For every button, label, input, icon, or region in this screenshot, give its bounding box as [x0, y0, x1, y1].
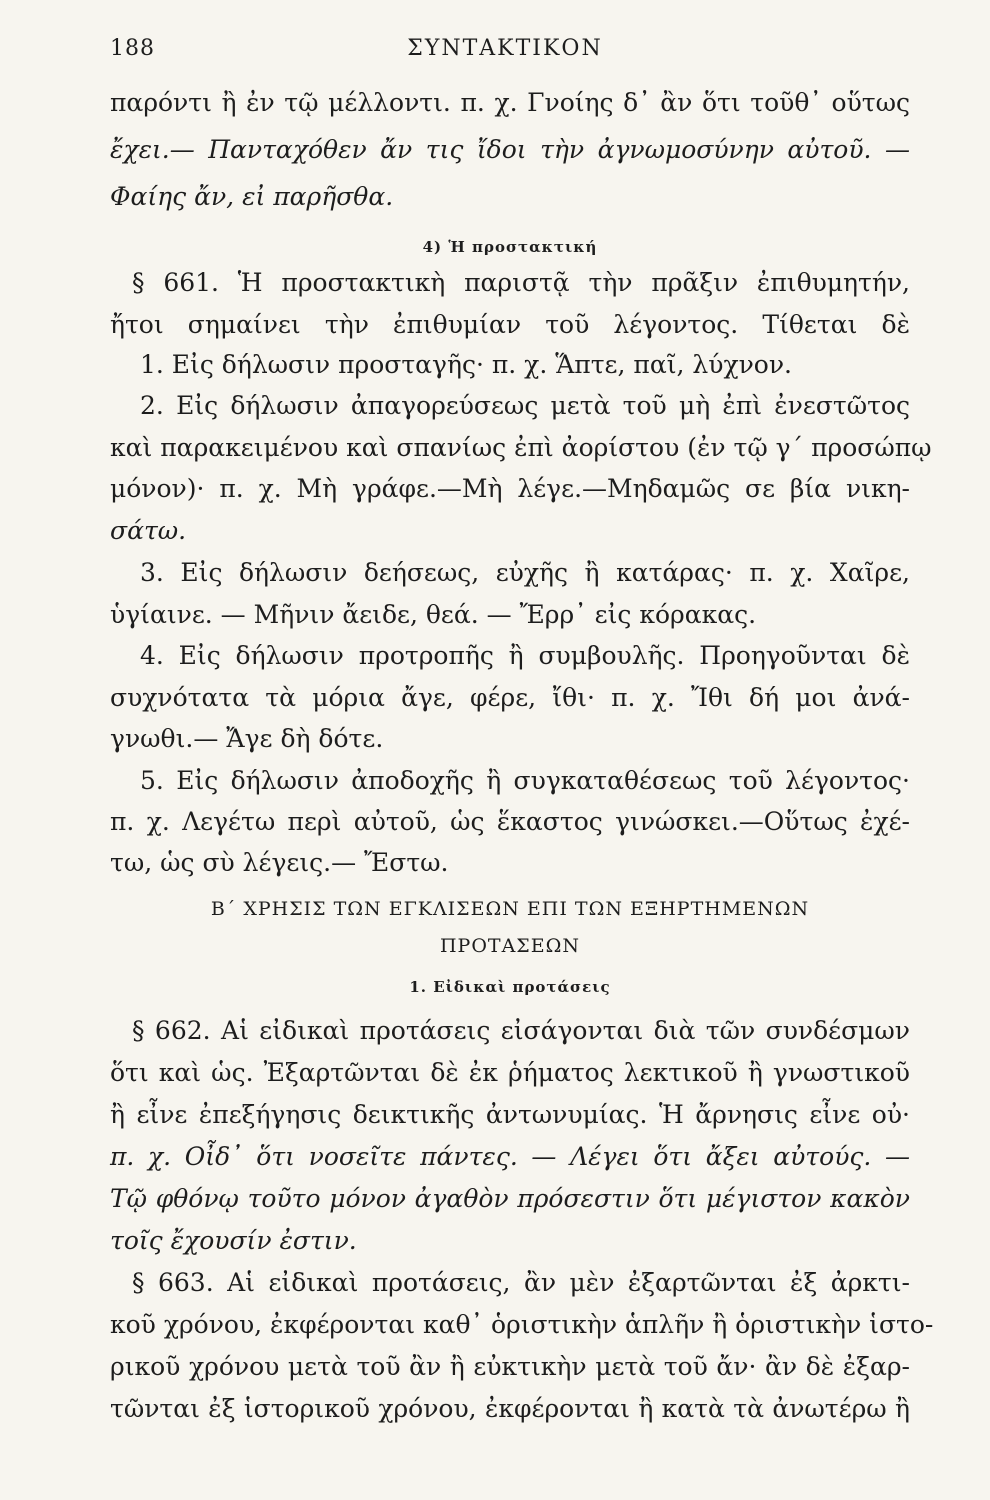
- section-heading: 4) Ἡ προστακτική: [422, 238, 598, 256]
- section-heading: 1. Εἰδικαὶ προτάσεις: [409, 978, 611, 996]
- page-header: [110, 36, 900, 72]
- list-item: 2. Εἰς δήλωσιν ἀπαγορεύσεως μετὰ τοῦ μὴ ἐπὶ ἐνεστῶτος: [140, 391, 910, 420]
- text-line: ὅτι καὶ ὡς. Ἐξαρτῶνται δὲ ἐκ ῥήματος λεκτικοῦ ἢ γνωστικοῦ: [110, 1058, 910, 1087]
- text-line: Τῷ φθόνῳ τοῦτο μόνον ἀγαθὸν πρόσεστιν ὅτι μέγιστον κακὸν: [110, 1184, 910, 1213]
- list-item: 4. Εἰς δήλωσιν προτροπῆς ἢ συμβουλῆς. Προηγοῦνται δὲ: [140, 641, 910, 670]
- page-number: 188: [110, 36, 155, 61]
- list-item: 5. Εἰς δήλωσιν ἀποδοχῆς ἢ συγκαταθέσεως τοῦ λέγοντος·: [140, 766, 910, 795]
- text-line: ρικοῦ χρόνου μετὰ τοῦ ἂν ἢ εὐκτικὴν μετὰ τοῦ ἄν· ἂν δὲ ἐξαρ-: [110, 1352, 910, 1381]
- text-line: καὶ παρακειμένου καὶ σπανίως ἐπὶ ἀορίστου (ἐν τῷ γ´ προσώπῳ: [110, 433, 932, 462]
- text-line: τοῖς ἔχουσίν ἐστιν.: [110, 1226, 357, 1255]
- list-item: 3. Εἰς δήλωσιν δεήσεως, εὐχῆς ἢ κατάρας· π. χ. Χαῖρε,: [140, 558, 910, 587]
- text-line: σάτω.: [110, 516, 187, 545]
- running-title: ΣΥΝΤΑΚΤΙΚΟΝ: [407, 36, 603, 61]
- chapter-heading: Β´ ΧΡΗΣΙΣ ΤΩΝ ΕΓΚΛΙΣΕΩΝ ΕΠΙ ΤΩΝ ΕΞΗΡΤΗΜΕΝΩΝ: [210, 898, 810, 920]
- paragraph-start: § 663. Αἱ εἰδικαὶ προτάσεις, ἂν μὲν ἐξαρτῶνται ἐξ ἀρκτι-: [132, 1268, 910, 1297]
- text-line: π. χ. Οἶδ᾽ ὅτι νοσεῖτε πάντες. — Λέγει ὅτι ἄξει αὐτούς. —: [110, 1142, 910, 1171]
- chapter-heading: ΠΡΟΤΑΣΕΩΝ: [439, 935, 580, 957]
- text-line: ἔχει.— Πανταχόθεν ἄν τις ἴδοι τὴν ἀγνωμοσύνην αὐτοῦ. —: [110, 135, 910, 164]
- paragraph-start: § 661. Ἡ προστακτικὴ παριστᾷ τὴν πρᾶξιν ἐπιθυμητήν,: [132, 268, 910, 297]
- text-line: παρόντι ἢ ἐν τῷ μέλλοντι. π. χ. Γνοίης δ᾽ ἂν ὅτι τοῦθ᾽ οὕτως: [110, 88, 910, 117]
- list-item: 1. Εἰς δήλωσιν προσταγῆς· π. χ. Ἅπτε, παῖ, λύχνον.: [140, 350, 792, 379]
- text-line: συχνότατα τὰ μόρια ἄγε, φέρε, ἴθι· π. χ. Ἴθι δή μοι ἀνά-: [110, 683, 910, 712]
- text-line: π. χ. Λεγέτω περὶ αὐτοῦ, ὡς ἕκαστος γινώσκει.—Οὕτως ἐχέ-: [110, 807, 910, 836]
- text-line: μόνον)· π. χ. Μὴ γράφε.—Μὴ λέγε.—Μηδαμῶς σε βία νικη-: [110, 474, 910, 503]
- text-line: ὑγίαινε. — Μῆνιν ἄειδε, θεά. — Ἔρρ᾽ εἰς κόρακας.: [110, 600, 757, 629]
- text-line: ἤτοι σημαίνει τὴν ἐπιθυμίαν τοῦ λέγοντος. Τίθεται δὲ: [110, 310, 910, 339]
- text-line: γνωθι.— Ἄγε δὴ δότε.: [110, 724, 384, 753]
- text-line: τω, ὡς σὺ λέγεις.— Ἔστω.: [110, 848, 449, 877]
- text-line: τῶνται ἐξ ἱστορικοῦ χρόνου, ἐκφέρονται ἢ κατὰ τὰ ἀνωτέρω ἢ: [110, 1394, 910, 1423]
- paragraph-start: § 662. Αἱ εἰδικαὶ προτάσεις εἰσάγονται διὰ τῶν συνδέσμων: [132, 1016, 910, 1045]
- text-line: ἢ εἶνε ἐπεξήγησις δεικτικῆς ἀντωνυμίας. Ἡ ἄρνησις εἶνε οὐ·: [110, 1100, 910, 1129]
- text-line: κοῦ χρόνου, ἐκφέρονται καθ᾽ ὁριστικὴν ἁπλῆν ἢ ὁριστικὴν ἱστο-: [110, 1310, 934, 1339]
- text-line: Φαίης ἄν, εἰ παρῆσθα.: [110, 182, 394, 211]
